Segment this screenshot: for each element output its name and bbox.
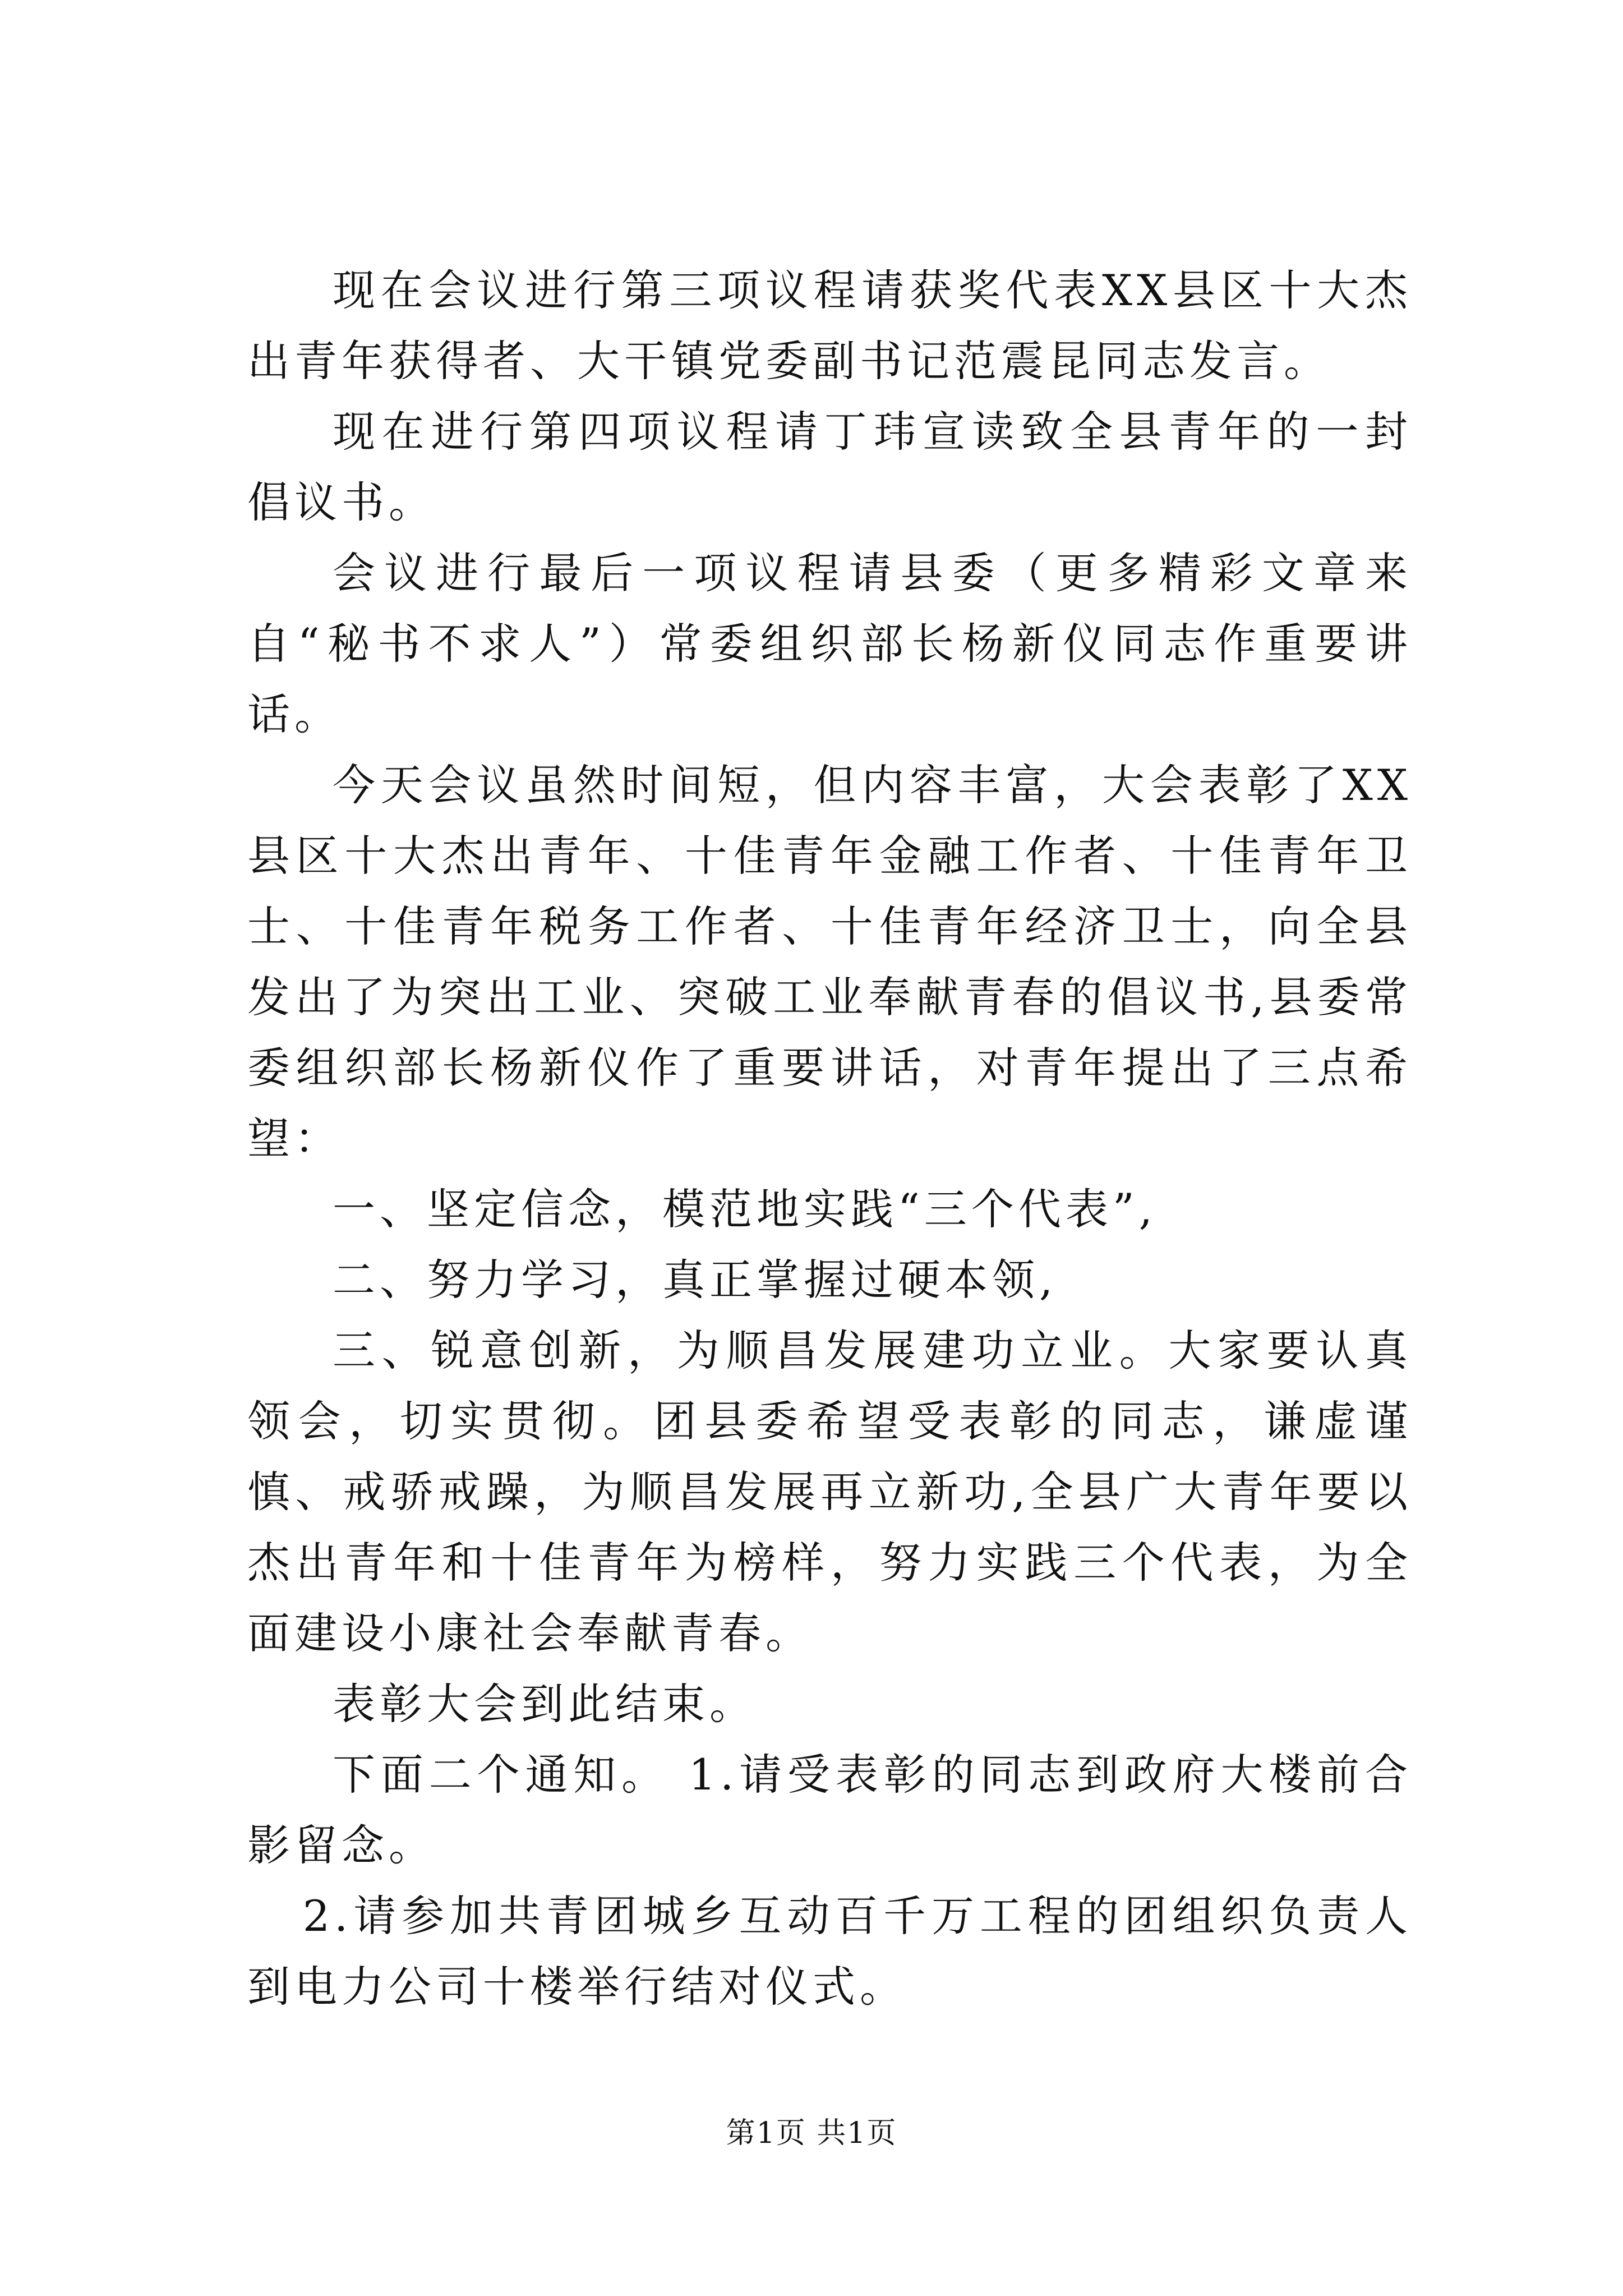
paragraph-notice-one: 下面二个通知。 1.请受表彰的同志到政府大楼前合影留念。 bbox=[247, 1750, 1412, 1870]
paragraph-summary: 今天会议虽然时间短，但内容丰富，大会表彰了XX县区十大杰出青年、十佳青年金融工作者、十佳青年卫士、十佳青年税务工作者、十佳青年经济卫士，向全县发出了为突出工业、突破工业奉献青春的倡议书,县委常委组织部长杨新仪作了重要讲话，对青年提出了三点希望： bbox=[247, 760, 1412, 1163]
paragraph-agenda-four: 现在进行第四项议程请丁玮宣读致全县青年的一封倡议书。 bbox=[247, 407, 1412, 527]
paragraph-agenda-final: 会议进行最后一项议程请县委（更多精彩文章来自“秘书不求人”）常委组织部长杨新仪同志作重要讲话。 bbox=[247, 548, 1412, 739]
list-item-hope-two: 二、努力学习，真正掌握过硬本领, bbox=[333, 1255, 1058, 1305]
page-footer: 第1页 共1页 bbox=[726, 2116, 897, 2150]
paragraph-closing: 表彰大会到此结束。 bbox=[333, 1679, 757, 1729]
list-item-hope-one: 一、坚定信念，模范地实践“三个代表”, bbox=[333, 1184, 1157, 1234]
list-item-hope-three: 三、锐意创新，为顺昌发展建功立业。大家要认真领会，切实贯彻。团县委希望受表彰的同志，谦虚谨慎、戒骄戒躁，为顺昌发展再立新功,全县广大青年要以杰出青年和十佳青年为榜样，努力实践三个代表，为全面建设小康社会奉献青春。 bbox=[247, 1326, 1412, 1658]
paragraph-notice-two: 2.请参加共青团城乡互动百千万工程的团组织负责人到电力公司十楼举行结对仪式。 bbox=[247, 1891, 1412, 2012]
paragraph-agenda-three: 现在会议进行第三项议程请获奖代表XX县区十大杰出青年获得者、大干镇党委副书记范震昆同志发言。 bbox=[247, 265, 1412, 386]
document-body bbox=[247, 255, 1412, 2022]
